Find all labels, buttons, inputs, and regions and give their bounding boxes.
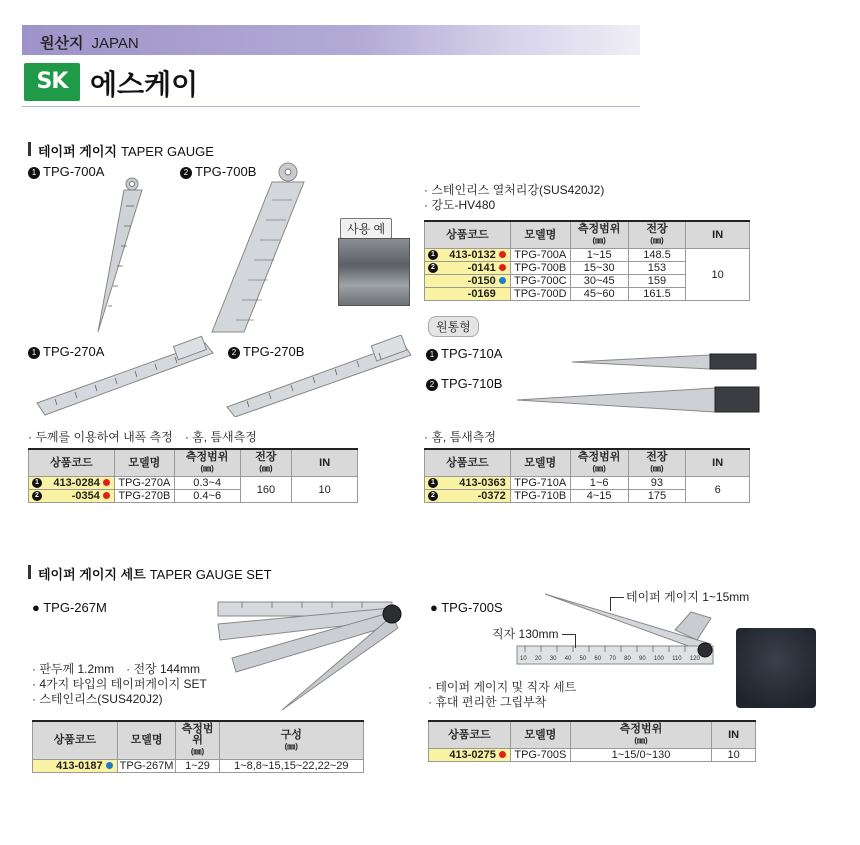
logo-text: SK: [36, 69, 68, 94]
label-tpg-270b: 2 TPG-270B: [228, 344, 304, 359]
notes-700: · 스테인리스 열처리강(SUS420J2) · 강도-HV480: [424, 183, 605, 212]
tpg-710b-image: [515, 386, 765, 414]
table-row: -0150 TPG-700C 30~45 159: [425, 275, 750, 288]
callout-line: [562, 634, 576, 648]
table-row: 1 413-0132 TPG-700A 1~15 148.5 10: [425, 249, 750, 262]
table-row: 1 413-0284 TPG-270A 0.3~4 160 10: [29, 477, 358, 490]
tpg-270b-image: [225, 335, 415, 417]
table-row: 2 -0354 TPG-270B 0.4~6: [29, 490, 358, 503]
label-tpg-267m: ● TPG-267M: [32, 600, 107, 615]
callout-gauge: 테이퍼 게이지 1~15mm: [626, 590, 750, 604]
section-title-en: TAPER GAUGE SET: [149, 567, 272, 582]
tpg-270a-image: [35, 335, 215, 417]
table-tpg-270: 상품코드 모델명 측정범위 (㎜) 전장 (㎜) IN 1 413-0284 TPG-270A 0.3~4 160 10 2 -0354 TPG-270B 0.4~6: [28, 448, 358, 503]
label-tpg-700s: ● TPG-700S: [430, 600, 503, 615]
pouch-photo: [736, 628, 816, 708]
section-title-taper-gauge-set: [30, 564, 272, 583]
table-row: 2 -0372 TPG-710B 4~15 175: [425, 490, 750, 503]
callout-line: [610, 597, 624, 611]
section-title-ko: 테이퍼 게이지 세트: [38, 567, 146, 582]
table-row: 2 -0141 TPG-700B 15~30 153: [425, 262, 750, 275]
label-tpg-270a: 1 TPG-270A: [28, 344, 104, 359]
origin-label: 원산지: [40, 35, 84, 52]
section-title-en: TAPER GAUGE: [120, 144, 214, 159]
table-row: -0169 TPG-700D 45~60 161.5: [425, 288, 750, 301]
notes-270: · 두께를 이용하여 내폭 측정 · 홈, 틈새측정: [28, 430, 257, 444]
notes-267m: · 판두께 1.2mm · 전장 144mm · 4가지 타입의 테이퍼게이지 SET · 스테인리스(SUS420J2): [32, 662, 207, 706]
origin-text: [40, 32, 139, 53]
label-tpg-710a: 1 TPG-710A: [426, 346, 502, 361]
sk-logo: [24, 63, 80, 101]
notes-710: · 홈, 틈새측정: [424, 430, 496, 444]
label-tpg-700a: 1 TPG-700A: [28, 164, 104, 179]
table-row: 413-0187 TPG-267M 1~29 1~8,8~15,15~22,22~29: [33, 760, 364, 773]
usage-example-tag: 사용 예: [340, 218, 392, 239]
label-tpg-700b: 2 TPG-700B: [180, 164, 256, 179]
table-tpg-267m: 상품코드 모델명 측정범위 (㎜) 구성 (㎜) 413-0187 TPG-267M 1~29 1~8,8~15,15~22,22~29: [32, 720, 364, 773]
brand-name: 에스케이: [90, 69, 199, 100]
tpg-700a-image: [80, 176, 150, 336]
section-title-taper-gauge: [30, 141, 214, 160]
tpg-267m-image: [212, 596, 412, 716]
label-tpg-710b: 2 TPG-710B: [426, 376, 502, 391]
table-tpg-700s: 상품코드 모델명 측정범위 (㎜) IN 413-0275 TPG-700S 1~15/0~130 10: [428, 720, 756, 762]
ruler-numbers: 10 20 30 40 50 60 70 80 90 100 110 120: [520, 656, 700, 662]
notes-700s: · 테이퍼 게이지 및 직자 세트 · 휴대 편리한 그립부착: [428, 680, 577, 709]
divider: [22, 106, 640, 107]
table-row: 413-0275 TPG-700S 1~15/0~130 10: [429, 749, 756, 762]
callout-ruler: 직자 130mm: [492, 627, 559, 641]
tpg-710a-image: [570, 352, 762, 372]
origin-value: JAPAN: [91, 35, 139, 52]
tpg-700b-image: [210, 160, 310, 335]
section-title-ko: 테이퍼 게이지: [38, 144, 117, 159]
table-tpg-700: 상품코드 모델명 측정범위 (㎜) 전장 (㎜) IN 1 413-0132 TPG-700A 1~15 148.5 10 2 -0141 TPG-700B 15~30 153 -0150 TPG-700C 30~45 159 -0169 TPG-700D 45~60 161.5: [424, 220, 750, 301]
table-tpg-710: 상품코드 모델명 측정범위 (㎜) 전장 (㎜) IN 1 413-0363 TPG-710A 1~6 93 6 2 -0372 TPG-710B 4~15 175: [424, 448, 750, 503]
table-row: 1 413-0363 TPG-710A 1~6 93 6: [425, 477, 750, 490]
round-type-tag: 원통형: [428, 316, 479, 337]
usage-example-photo: [338, 238, 410, 306]
